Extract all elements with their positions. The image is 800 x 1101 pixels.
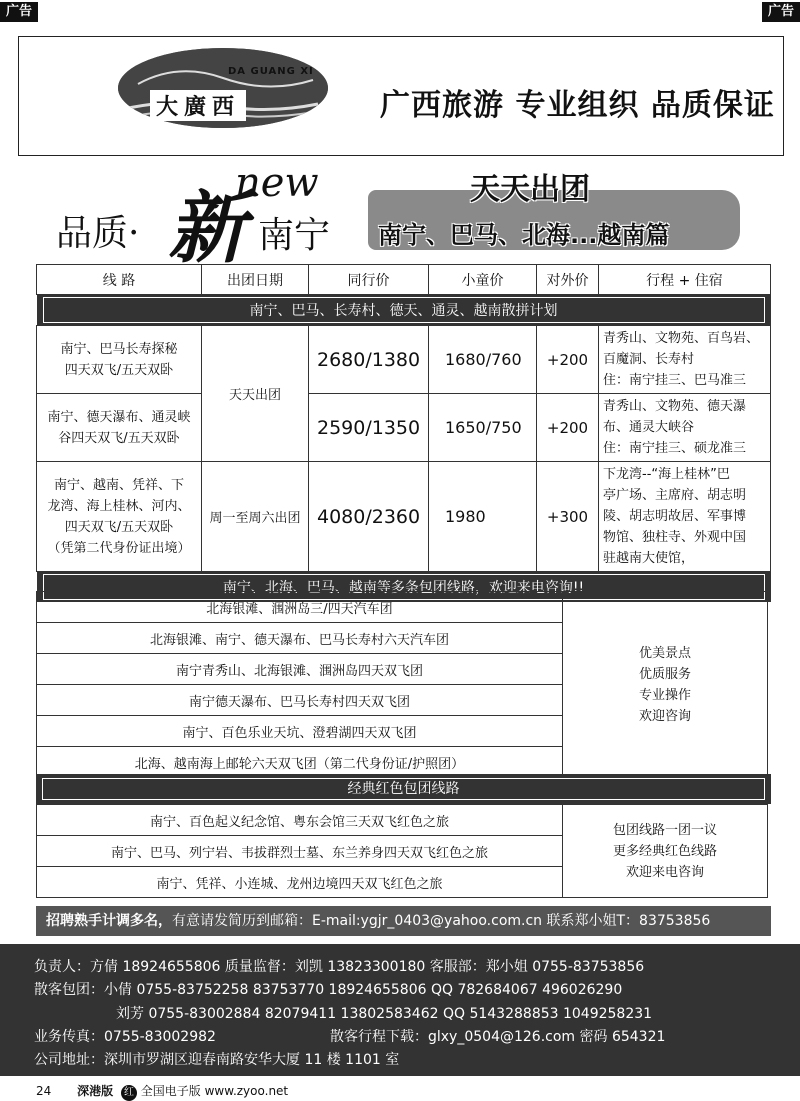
recruit-heading: 招聘熟手计调多名， — [46, 913, 172, 929]
list-item: 南宁、百色乐业天坑、澄碧湖四天双飞团 — [37, 716, 768, 747]
header-itinerary: 行程 + 住宿 — [599, 265, 771, 295]
list-item: 南宁德天瀑布、巴马长寿村四天双飞团 — [37, 685, 768, 716]
date-cell: 周一至周六出团 — [202, 462, 309, 572]
list-item: 南宁青秀山、北海银滩、涠洲岛四天双飞团 — [37, 654, 768, 685]
table-row — [37, 326, 771, 394]
red-tour-title: 经典红色包团线路 — [42, 778, 765, 800]
brand-pinzhi: 品质· — [56, 213, 140, 254]
contact-line: 负责人：方倩 18924655806 质量监督：刘凯 13823300180 客服部：郑小姐 0755-83753856 — [34, 959, 645, 975]
list-item: 北海、越南海上邮轮六天双飞团（第二代身份证/护照团） — [37, 747, 768, 778]
group-side-note: 优美景点 优质服务 专业操作 欢迎咨询 — [563, 592, 768, 778]
kid-price-cell: 1980 — [429, 462, 537, 572]
price-cell: 2590/1350 — [309, 394, 429, 462]
itinerary-cell: 下龙湾--“海上桂林”巴 亭广场、主席府、胡志明 陵、胡志明故居、军事博 物馆、独柱寺、外观中国 驻越南大使馆， — [599, 462, 771, 572]
brand-new: new — [235, 160, 319, 206]
logo-english: DA GUANG XI — [228, 66, 314, 77]
recruit-text: 有意请发简历到邮箱：E-mail:ygjr_0403@yahoo.com.cn 联系郑小姐T：83753856 — [172, 913, 711, 929]
contact-footer — [0, 944, 800, 1076]
ext-price-cell: +300 — [537, 462, 599, 572]
address-line: 公司地址：深圳市罗湖区迎春南路安华大厦 11 楼 1101 室 — [34, 1052, 400, 1068]
red-tour-header — [36, 774, 771, 804]
brand-nanning: 南宁 — [258, 215, 331, 256]
group-tour-table — [36, 591, 768, 778]
site-label: 全国电子版 www.zyoo.net — [140, 1084, 289, 1098]
header-slogan: 广西旅游 专业组织 品质保证 — [380, 88, 775, 123]
list-item: 南宁、巴马、列宁岩、韦拔群烈士墓、东兰养身四天双飞红色之旅 — [37, 836, 768, 867]
list-item: 北海银滩、南宁、德天瀑布、巴马长寿村六天汽车团 — [37, 623, 768, 654]
price-cell: 4080/2360 — [309, 462, 429, 572]
brand-xin: 新 — [168, 183, 247, 274]
red-tour-table — [36, 804, 768, 898]
recruit-bar — [36, 906, 771, 936]
route-cell: 南宁、巴马长寿探秘 四天双飞/五天双卧 — [37, 326, 202, 394]
edition-badge: 红 — [121, 1085, 137, 1101]
ad-tag-left: 广告 — [0, 2, 38, 22]
header-price: 同行价 — [309, 265, 429, 295]
ext-price-cell: +200 — [537, 326, 599, 394]
section-title: 南宁、北海、巴马、越南等多条包团线路，欢迎来电咨询!! — [43, 574, 765, 600]
header-kid-price: 小童价 — [429, 265, 537, 295]
table-row — [37, 462, 771, 572]
itinerary-cell: 青秀山、文物苑、百鸟岩、 百魔洞、长寿村 住：南宁挂三、巴马准三 — [599, 326, 771, 394]
download-line: 散客行程下载：glxy_0504@126.com 密码 654321 — [330, 1029, 666, 1045]
route-cell: 南宁、越南、凭祥、下 龙湾、海上桂林、河内、 四天双飞/五天双卧 （凭第二代身份证出境） — [37, 462, 202, 572]
destinations-title: 南宁、巴马、北海...越南篇 — [378, 221, 670, 249]
section-title: 南宁、巴马、长寿村、德天、通灵、越南散拼计划 — [43, 297, 765, 323]
table-row — [37, 394, 771, 462]
route-cell: 南宁、德天瀑布、通灵峡 谷四天双飞/五天双卧 — [37, 394, 202, 462]
list-item: 南宁、凭祥、小连城、龙州边境四天双飞红色之旅 — [37, 867, 768, 898]
header-date: 出团日期 — [202, 265, 309, 295]
kid-price-cell: 1650/750 — [429, 394, 537, 462]
ext-price-cell: +200 — [537, 394, 599, 462]
kid-price-cell: 1680/760 — [429, 326, 537, 394]
contact-line: 散客包团：小倩 0755-83752258 83753770 18924655806 QQ 782684067 496026290 — [34, 982, 623, 998]
date-cell: 天天出团 — [202, 326, 309, 462]
contact-line: 刘芳 0755-83002884 82079411 13802583462 QQ 5143288853 1049258231 — [116, 1006, 653, 1022]
itinerary-cell: 青秀山、文物苑、德天瀑 布、通灵大峡谷 住：南宁挂三、硕龙准三 — [599, 394, 771, 462]
section-row — [37, 295, 771, 326]
price-table — [36, 264, 771, 602]
page-footer — [36, 1082, 288, 1101]
table-header-row — [37, 265, 771, 295]
edition-label: 深港版 — [77, 1084, 114, 1098]
price-cell: 2680/1380 — [309, 326, 429, 394]
fax-line: 业务传真：0755-83002982 — [34, 1029, 216, 1045]
header-ext-price: 对外价 — [537, 265, 599, 295]
ad-tag-right: 广告 — [762, 2, 800, 22]
red-side-note: 包团线路一团一议 更多经典红色线路 欢迎来电咨询 — [563, 805, 768, 898]
list-item: 南宁、百色起义纪念馆、粤东会馆三天双飞红色之旅 包团线路一团一议 更多经典红色线路 欢迎来电咨询 — [37, 805, 768, 836]
header-route: 线 路 — [37, 265, 202, 295]
logo-chinese: 大廣西 — [150, 90, 246, 121]
page-number: 24 — [36, 1084, 52, 1098]
list-item: 北海银滩、涠洲岛三/四天汽车团 优美景点 优质服务 专业操作 欢迎咨询 — [37, 592, 768, 623]
daily-title: 天天出团 — [470, 172, 590, 207]
